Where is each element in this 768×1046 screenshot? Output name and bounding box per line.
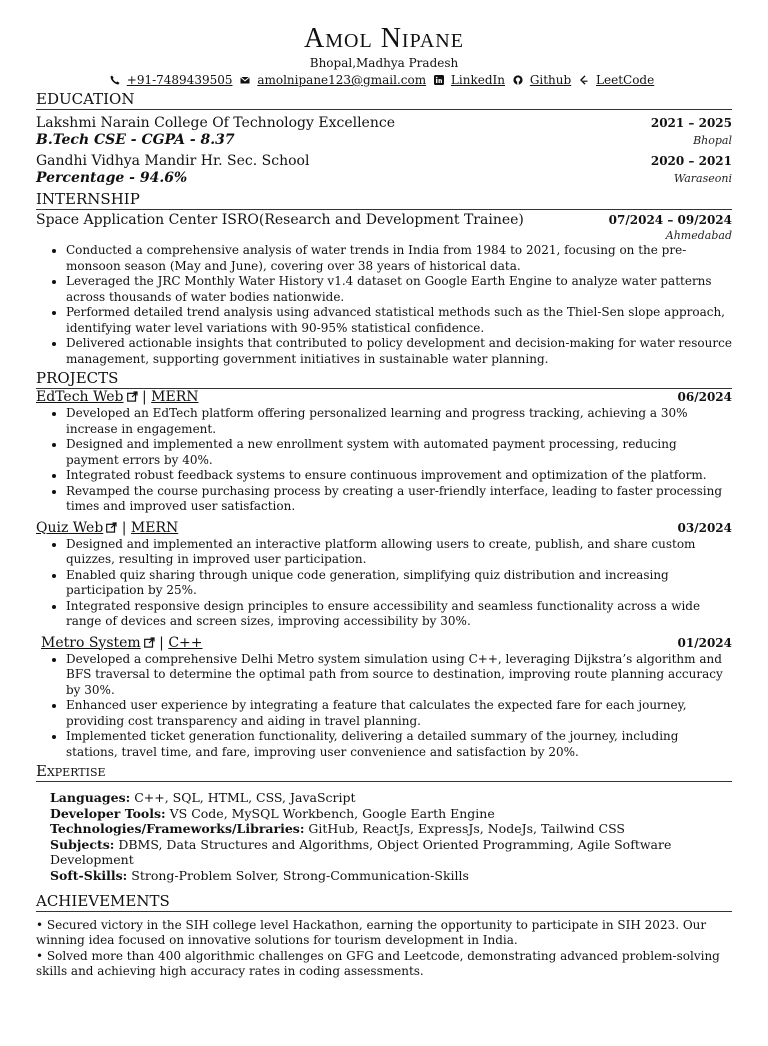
skill-row bbox=[50, 806, 732, 822]
education-dates: 2021 – 2025 bbox=[650, 116, 732, 130]
github-link[interactable]: Github bbox=[529, 73, 572, 87]
internship-org: Space Application Center ISRO(Research and Development Trainee) bbox=[36, 212, 524, 228]
list-item: • Integrated robust feedback systems to ensure continuous improvement and optimization of the platform. bbox=[66, 468, 732, 484]
internship-bullets bbox=[36, 243, 732, 367]
skill-label: Soft-Skills: bbox=[50, 867, 128, 883]
list-item: • Designed and implemented a new enrollment system with automated payment processing, reducing payment errors by 40%. bbox=[66, 437, 732, 468]
education-place: Waraseoni bbox=[673, 172, 732, 185]
linkedin-icon bbox=[434, 73, 447, 87]
degree-label: B.Tech CSE - CGPA - 8.37 bbox=[36, 132, 235, 148]
list-item: • Developed an EdTech platform offering personalized learning and progress tracking, achieving a 30% increase in engagement. bbox=[66, 406, 732, 437]
candidate-name: Amol Nipane bbox=[304, 23, 464, 54]
education-dates: 2020 – 2021 bbox=[650, 154, 732, 168]
project-name[interactable]: Metro System bbox=[41, 634, 141, 651]
internship-dates: 07/2024 – 09/2024 bbox=[608, 213, 732, 227]
github-icon bbox=[513, 73, 526, 87]
project-name[interactable]: Quiz Web bbox=[36, 519, 104, 536]
skill-value: Strong-Problem Solver, Strong-Communication-Skills bbox=[127, 867, 469, 883]
skill-value: VS Code, MySQL Workbench, Google Earth Engine bbox=[165, 805, 495, 821]
external-link-icon[interactable] bbox=[141, 635, 155, 651]
institution-name: Gandhi Vidhya Mandir Hr. Sec. School bbox=[36, 153, 310, 169]
institution-name: Lakshmi Narain College Of Technology Excellence bbox=[36, 115, 395, 131]
external-link-icon[interactable] bbox=[124, 389, 138, 405]
list-item: • Designed and implemented an interactive platform allowing users to create, publish, and share custom quizzes, resulting in improved user participation. bbox=[66, 537, 732, 568]
project-bullets bbox=[36, 406, 732, 515]
skill-label: Technologies/Frameworks/Libraries: bbox=[50, 821, 305, 837]
list-item: • Conducted a comprehensive analysis of water trends in India from 1984 to 2021, focusing on the pre-monsoon season (May and June), covering over 38 years of historical data. bbox=[66, 243, 732, 274]
skill-label: Languages: bbox=[50, 790, 131, 805]
achievements-heading: ACHIEVEMENTS bbox=[36, 892, 732, 912]
list-item: • Performed detailed trend analysis using advanced statistical methods such as the Thiel-Sen slope approach, identifying water level variations with 90-95% statistical confidence. bbox=[66, 305, 732, 336]
phone-icon bbox=[110, 73, 123, 87]
project-entry: Quiz Web | MERN 03/2024 • Designed and implemented an interactive platform allowing users to create, publish, and share custom quizzes, resulting in improved user participation. • Enabled quiz sharing through unique code generation, simplifying quiz distribution and increasing participation by 25%. • Integrated responsive design principles to ensure accessibility and seamless functionality across a wide range of devices and screen sizes, improving accessibility by 30%. bbox=[36, 520, 732, 630]
project-stack: MERN bbox=[130, 519, 179, 536]
skill-value: GitHub, ReactJs, ExpressJs, NodeJs, Tailwind CSS bbox=[304, 821, 625, 837]
internship-heading: INTERNSHIP bbox=[36, 190, 732, 210]
resume-page bbox=[0, 22, 768, 1046]
project-entry: Metro System | C++ 01/2024 • Developed a comprehensive Delhi Metro system simulation using C++, leveraging Dijkstra’s algorithm and BFS traversal to determine the optimal path from source to destination, improving route planning accuracy by 30%. • Enhanced user experience by integrating a feature that calculates the expected fare for each journey, providing cost transparency and aiding in travel planning. • Implemented ticket generation functionality, delivering a detailed summary of the journey, including stations, travel time, and fare, improving user convenience and satisfaction by 20%. bbox=[36, 635, 732, 761]
achievements-list bbox=[36, 918, 732, 980]
list-item: • Integrated responsive design principles to ensure accessibility and seamless functionality across a wide range of devices and screen sizes, improving accessibility by 30%. bbox=[66, 599, 732, 630]
linkedin-link[interactable]: LinkedIn bbox=[450, 73, 505, 87]
project-date: 06/2024 bbox=[677, 390, 732, 404]
list-item: • Enabled quiz sharing through unique code generation, simplifying quiz distribution and increasing participation by 25%. bbox=[66, 568, 732, 599]
project-entry: EdTech Web | MERN 06/2024 • Developed an EdTech platform offering personalized learning and progress tracking, achieving a 30% increase in engagement. • Designed and implemented a new enrollment system with automated payment processing, reducing payment errors by 40%. • Integrated robust feedback systems to ensure continuous improvement and optimization of the platform. • Revamped the course purchasing process by creating a user-friendly interface, leading to faster processing times and improved user satisfaction. bbox=[36, 389, 732, 515]
list-item: • Delivered actionable insights that contributed to policy development and decision-making for water resource management, supporting government initiatives in sustainable water planning. bbox=[66, 336, 732, 367]
degree-label: Percentage - 94.6% bbox=[36, 170, 188, 186]
projects-heading: PROJECTS bbox=[36, 369, 732, 389]
leetcode-icon bbox=[579, 73, 592, 87]
list-item: • Leveraged the JRC Monthly Water History v1.4 dataset on Google Earth Engine to analyze water patterns across thousands of water bodies nationwide. bbox=[66, 274, 732, 305]
education-entry bbox=[36, 114, 732, 148]
phone-link[interactable]: +91-7489439505 bbox=[126, 73, 233, 87]
list-item: • Solved more than 400 algorithmic challenges on GFG and Leetcode, demonstrating advanced problem-solving skills and achieving high accuracy rates in coding assessments. bbox=[36, 948, 720, 979]
project-name[interactable]: EdTech Web bbox=[36, 389, 124, 405]
list-item: • Enhanced user experience by integrating a feature that calculates the expected fare for each journey, providing cost transparency and aiding in travel planning. bbox=[66, 698, 732, 729]
leetcode-link[interactable]: LeetCode bbox=[596, 73, 655, 87]
email-icon bbox=[240, 73, 253, 87]
project-bullets bbox=[36, 537, 732, 630]
expertise-list bbox=[36, 790, 732, 884]
expertise-heading: Expertise bbox=[36, 762, 732, 782]
skill-row bbox=[50, 837, 732, 868]
list-item: • Implemented ticket generation functionality, delivering a detailed summary of the journey, including stations, travel time, and fare, improving user convenience and satisfaction by 20%. bbox=[66, 729, 732, 760]
candidate-location: Bhopal,Madhya Pradesh bbox=[309, 56, 459, 70]
education-heading: EDUCATION bbox=[36, 90, 732, 110]
project-stack: MERN bbox=[151, 389, 199, 405]
project-bullets bbox=[36, 652, 732, 761]
skill-row bbox=[50, 790, 732, 806]
contact-bar bbox=[36, 72, 732, 88]
skill-value: C++, SQL, HTML, CSS, JavaScript bbox=[130, 790, 356, 805]
education-place: Bhopal bbox=[693, 134, 732, 147]
skill-label: Subjects: bbox=[50, 836, 115, 852]
skill-row bbox=[50, 821, 732, 837]
skill-value: DBMS, Data Structures and Algorithms, Object Oriented Programming, Agile Software Development bbox=[50, 836, 672, 868]
external-link-icon[interactable] bbox=[103, 520, 117, 536]
project-date: 03/2024 bbox=[677, 520, 732, 535]
email-link[interactable]: amolnipane123@gmail.com bbox=[257, 73, 427, 87]
list-item: • Revamped the course purchasing process by creating a user-friendly interface, leading to faster processing times and improved user satisfaction. bbox=[66, 484, 732, 515]
skill-label: Developer Tools: bbox=[50, 805, 166, 821]
project-stack: C++ bbox=[168, 634, 203, 651]
education-entry bbox=[36, 152, 732, 186]
list-item: • Secured victory in the SIH college level Hackathon, earning the opportunity to participate in SIH 2023. Our winning idea focused on innovative solutions for tourism development in India. bbox=[36, 917, 707, 948]
internship-place: Ahmedabad bbox=[665, 229, 732, 242]
list-item: • Developed a comprehensive Delhi Metro system simulation using C++, leveraging Dijkstra’s algorithm and BFS traversal to determine the optimal path from source to destination, improving route planning accuracy by 30%. bbox=[66, 652, 732, 699]
skill-row bbox=[50, 868, 732, 884]
project-date: 01/2024 bbox=[677, 635, 732, 650]
